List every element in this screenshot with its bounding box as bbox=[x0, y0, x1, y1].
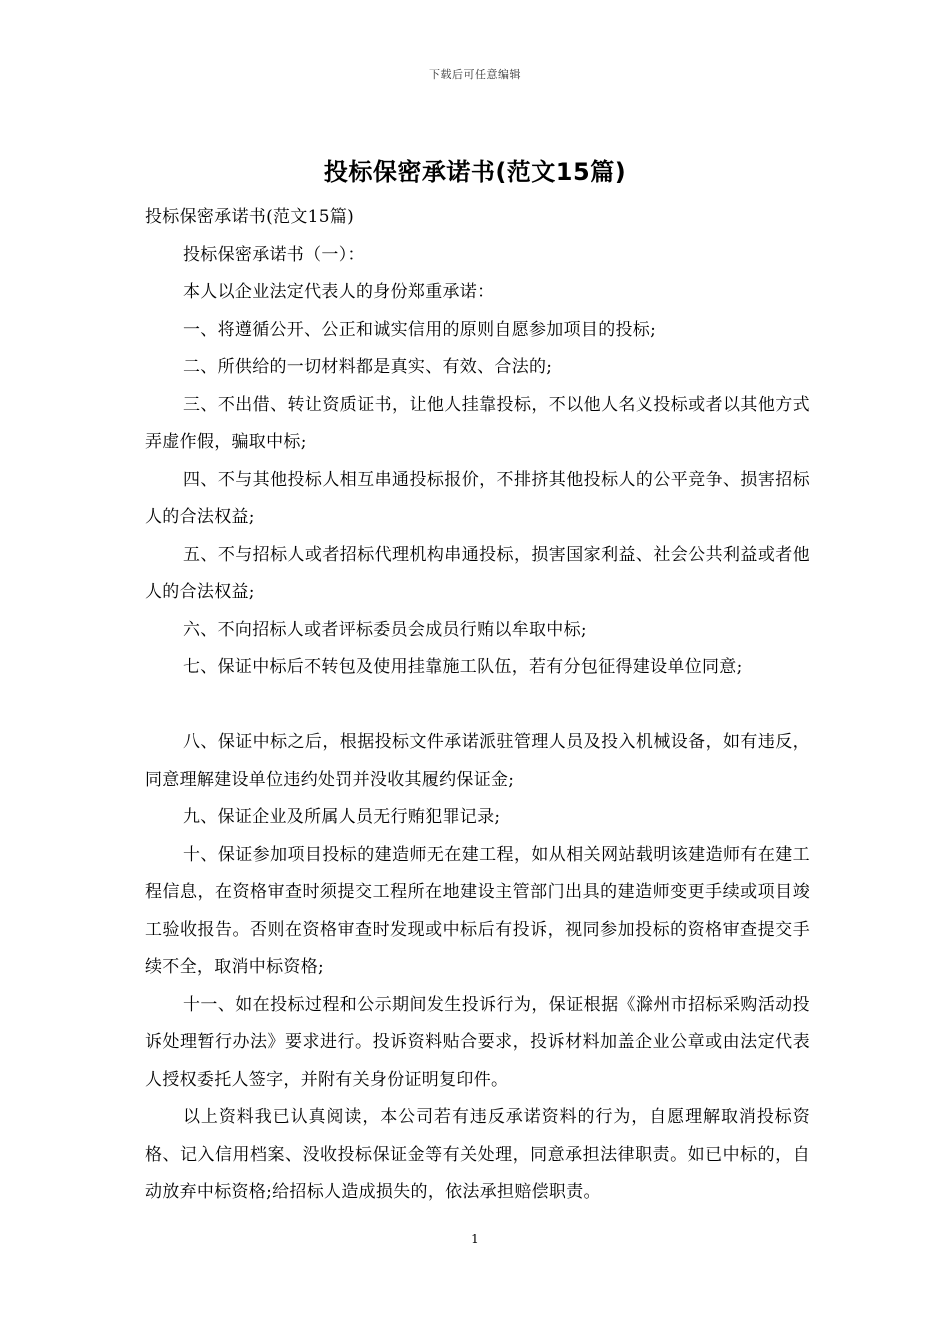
commitment-item-5: 五、不与招标人或者招标代理机构串通投标，损害国家利益、社会公共利益或者他人的合法权益; bbox=[145, 544, 810, 602]
commitment-item-9: 九、保证企业及所属人员无行贿犯罪记录; bbox=[183, 807, 501, 827]
paragraph-gap bbox=[145, 687, 810, 725]
document-title: 投标保密承诺书(范文15篇) bbox=[323, 158, 627, 186]
commitment-item-11: 十一、如在投标过程和公示期间发生投诉行为，保证根据《滁州市招标采购活动投诉处理暂行办法》要求进行。投诉资料贴合要求，投诉材料加盖企业公章或由法定代表人授权委托人签字，并附有关身份证明复印件。 bbox=[145, 994, 810, 1090]
page-number: 1 bbox=[471, 1232, 479, 1246]
intro-paragraph: 本人以企业法定代表人的身份郑重承诺： bbox=[183, 282, 495, 302]
commitment-item-3: 三、不出借、转让资质证书，让他人挂靠投标，不以他人名义投标或者以其他方式弄虚作假，骗取中标; bbox=[145, 394, 810, 452]
subtitle-line: 投标保密承诺书(范文15篇) bbox=[145, 207, 355, 227]
commitment-item-2: 二、所供给的一切材料都是真实、有效、合法的; bbox=[183, 357, 553, 377]
commitment-item-6: 六、不向招标人或者评标委员会成员行贿以牟取中标; bbox=[183, 619, 587, 640]
commitment-item-8: 八、保证中标之后，根据投标文件承诺派驻管理人员及投入机械设备，如有违反，同意理解建设单位违约处罚并没收其履约保证金; bbox=[145, 732, 810, 790]
commitment-item-1: 一、将遵循公开、公正和诚实信用的原则自愿参加项目的投标; bbox=[183, 319, 657, 340]
closing-paragraph: 以上资料我已认真阅读，本公司若有违反承诺资料的行为，自愿理解取消投标资格、记入信用档案、没收投标保证金等有关处理，同意承担法律职责。如已中标的，自动放弃中标资格;给招标人造成损失的，依法承担赔偿职责。 bbox=[145, 1107, 810, 1202]
header-note: 下载后可任意编辑 bbox=[429, 68, 521, 81]
commitment-item-7: 七、保证中标后不转包及使用挂靠施工队伍，若有分包征得建设单位同意; bbox=[183, 657, 743, 677]
commitment-item-4: 四、不与其他投标人相互串通投标报价，不排挤其他投标人的公平竞争、损害招标人的合法权益; bbox=[145, 469, 810, 527]
commitment-item-10: 十、保证参加项目投标的建造师无在建工程，如从相关网站载明该建造师有在建工程信息，在资格审查时须提交工程所在地建设主管部门出具的建造师变更手续或项目竣工验收报告。否则在资格审查时发现或中标后有投诉，视同参加投标的资格审查提交手续不全，取消中标资格; bbox=[145, 844, 810, 977]
document-body bbox=[145, 199, 810, 1212]
section-heading: 投标保密承诺书（一）： bbox=[183, 244, 365, 265]
